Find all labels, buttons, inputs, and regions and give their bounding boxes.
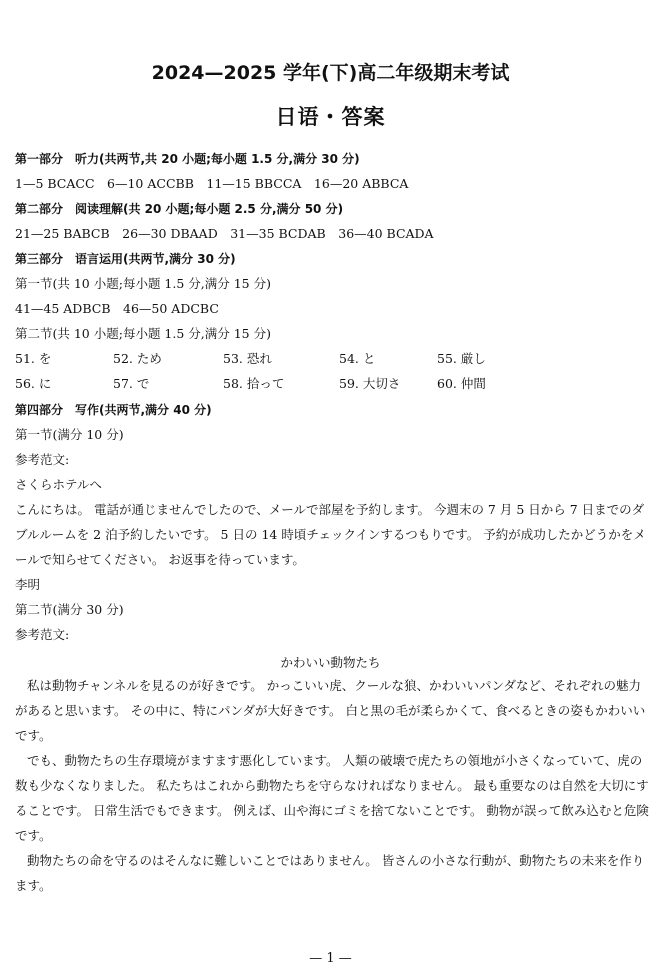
letter-signature: 李明 <box>15 577 41 592</box>
answer-55: 55. 厳し <box>437 351 486 366</box>
part1-heading: 第一部分 听力(共两节,共 20 小题;每小题 1.5 分,满分 30 分) <box>15 152 360 166</box>
answer-54: 54. と <box>339 351 376 366</box>
answer-60: 60. 仲間 <box>437 376 486 391</box>
answer-53: 53. 恐れ <box>223 351 272 366</box>
part1-answers: 1—5 BCACC 6—10 ACCBB 11—15 BBCCA 16—20 ABBCA <box>15 176 409 191</box>
part4-section1-heading: 第一节(满分 10 分) <box>15 427 124 442</box>
part2-heading: 第二部分 阅读理解(共 20 小题;每小题 2.5 分,满分 50 分) <box>15 202 344 216</box>
answer-57: 57. で <box>113 376 150 391</box>
sample-label-1: 参考范文: <box>15 452 70 467</box>
part3-section1-answers: 41—45 ADBCB 46—50 ADCBC <box>15 301 219 316</box>
answer-56: 56. に <box>15 376 52 391</box>
essay-title: かわいい動物たち <box>280 655 381 670</box>
page-title: 2024—2025 学年(下)高二年级期末考试 <box>151 62 510 84</box>
answer-51: 51. を <box>15 351 52 366</box>
essay-paragraph-1: 私は動物チャンネルを見るのが好きです。 かっこいい虎、クールな狼、かわいいパンダなど、それぞれの魅力があると思います。 その中に、特にパンダが大好きです。 白と黒の毛が柔らかくて、食べるときの姿もかわいいです。 <box>15 678 646 743</box>
sample-label-2: 参考范文: <box>15 627 70 642</box>
part2-answers: 21—25 BABCB 26—30 DBAAD 31—35 BCDAB 36—40 BCADA <box>15 226 434 241</box>
part3-section2-heading: 第二节(共 10 小题;每小题 1.5 分,满分 15 分) <box>15 326 271 341</box>
part4-heading: 第四部分 写作(共两节,满分 40 分) <box>15 403 212 417</box>
part3-section1-heading: 第一节(共 10 小题;每小题 1.5 分,满分 15 分) <box>15 276 271 291</box>
part4-section2-heading: 第二节(满分 30 分) <box>15 602 124 617</box>
answer-52: 52. ため <box>113 351 162 366</box>
essay-paragraph-3: 動物たちの命を守るのはそんなに難しいことではありません。 皆さんの小さな行動が、動物たちの未来を作ります。 <box>15 853 645 893</box>
letter-body: こんにちは。 電話が通じませんでしたので、メールで部屋を予約します。 今週末の 7 月 5 日から 7 日までのダブルルームを 2 泊予約したいです。 5 日の 14 時頃チェックインするつもりです。 予約が成功したかどうかをメールで知らせてください。 お返事を待っています。 <box>15 502 646 567</box>
answer-59: 59. 大切さ <box>339 376 401 391</box>
part3-heading: 第三部分 语言运用(共两节,满分 30 分) <box>15 252 236 266</box>
letter-recipient: さくらホテルへ <box>15 477 102 492</box>
answer-58: 58. 拾って <box>223 376 285 391</box>
page-number: — 1 — <box>309 951 352 966</box>
essay-paragraph-2: でも、動物たちの生存環境がますます悪化しています。 人類の破壊で虎たちの領地が小さくなっていて、虎の数も少なくなりました。 私たちはこれから動物たちを守らなければなりません。 最も重要なのは自然を大切にすることです。 日常生活でもできます。 例えば、山や海にゴミを捨てないことです。 動物が誤って飲み込むと危険です。 <box>15 753 649 843</box>
page-subtitle: 日语・答案 <box>275 105 386 129</box>
